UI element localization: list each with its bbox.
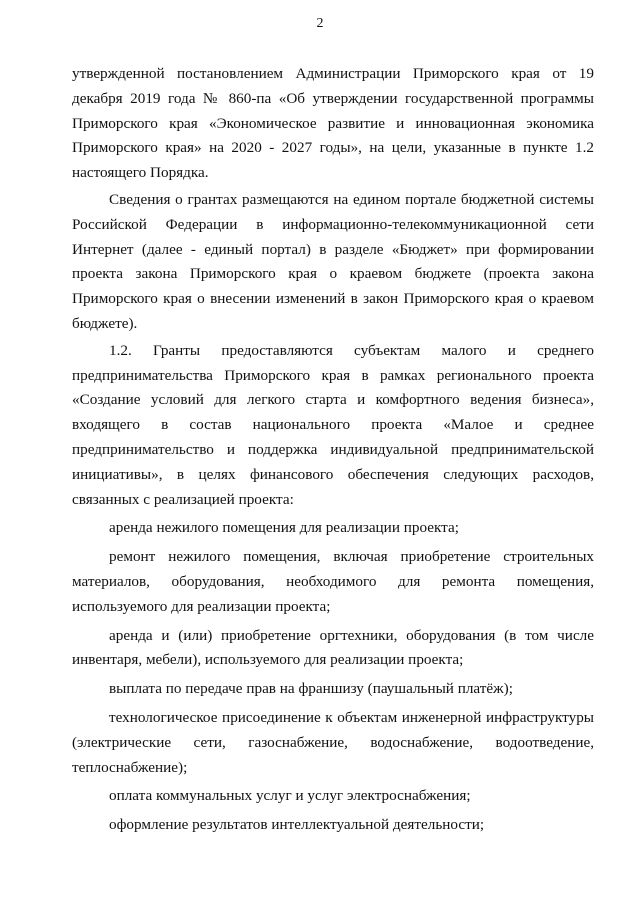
document-body — [72, 62, 594, 838]
paragraph-grant-info: Сведения о грантах размещаются на едином портале бюджетной системы Российской Федерации в информационно-телекоммуникационной сети Интернет (далее - единый портал) в разделе «Бюджет» при формировании проекта закона Приморского края о краевом бюджете (проекта закона Приморского края о внесении изменений в закон Приморского края о краевом бюджете). — [72, 190, 594, 332]
list-item: выплата по передаче прав на франшизу (паушальный платёж); — [109, 680, 513, 698]
paragraph-continuation: утвержденной постановлением Администрации Приморского края от 19 декабря 2019 года № 860-па «Об утверждении государственной программы Приморского края «Экономическое развитие и инновационная экономика Приморского края» на 2020 - 2027 годы», на цели, указанные в пункте 1.2 настоящего Порядка. — [72, 65, 594, 182]
paragraph-clause-1-2: 1.2. Гранты предоставляются субъектам малого и среднего предпринимательства Приморского края в рамках регионального проекта «Создание условий для легкого старта и комфортного ведения бизнеса», входящего в состав национального проекта «Малое и среднее предпринимательство и поддержка индивидуальной предпринимательской инициативы», в целях финансового обеспечения следующих расходов, связанных с реализацией проекта: — [72, 341, 594, 508]
list-item: оформление результатов интеллектуальной деятельности; — [109, 816, 485, 834]
list-item: аренда и (или) приобретение оргтехники, оборудования (в том числе инвентаря, мебели), используемого для реализации проекта; — [72, 626, 594, 669]
list-item: оплата коммунальных услуг и услуг электроснабжения; — [109, 787, 471, 805]
page-number: 2 — [316, 16, 324, 31]
list-item: ремонт нежилого помещения, включая приобретение строительных материалов, оборудования, необходимого для ремонта помещения, используемого для реализации проекта; — [72, 548, 594, 615]
list-item: аренда нежилого помещения для реализации проекта; — [109, 519, 459, 537]
list-item: технологическое присоединение к объектам инженерной инфраструктуры (электрические сети, газоснабжение, водоснабжение, водоотведение, теплоснабжение); — [72, 708, 594, 776]
